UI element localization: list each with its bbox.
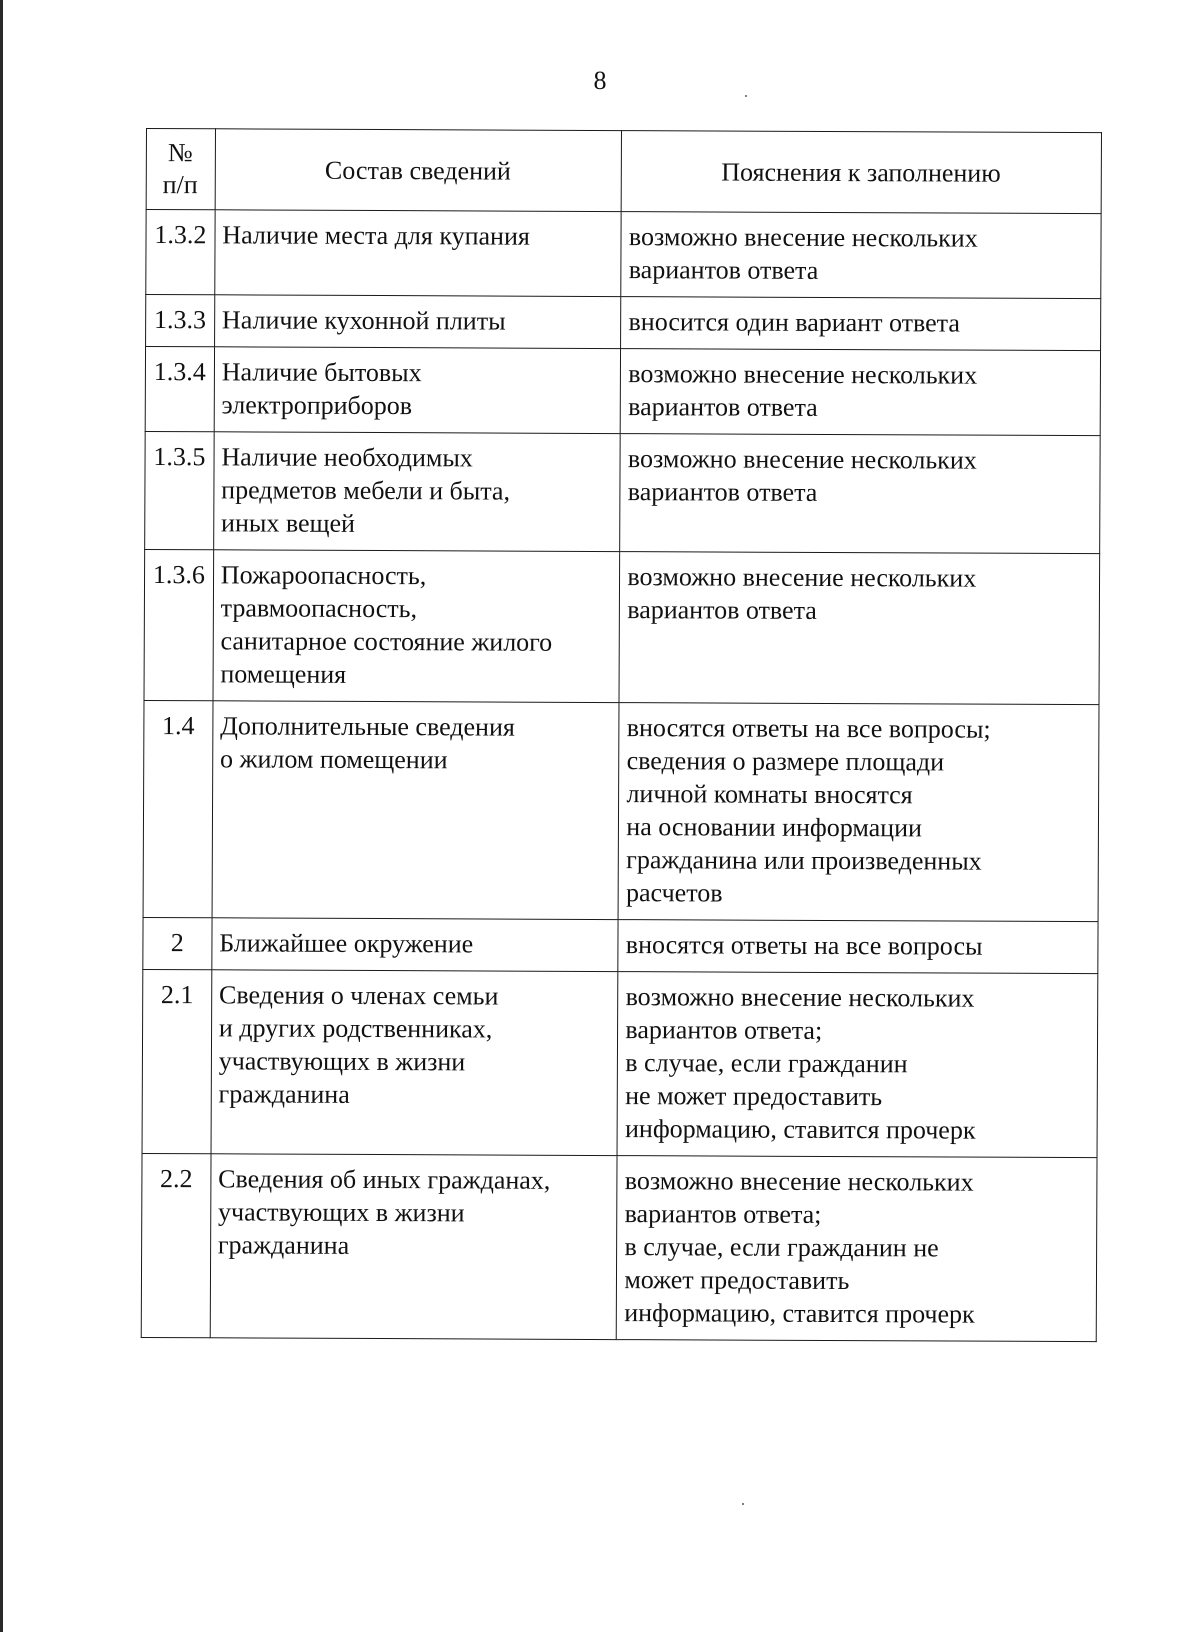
scan-speck <box>742 1503 744 1505</box>
header-composition: Состав сведений <box>215 129 622 212</box>
table-row <box>145 347 1100 436</box>
row-explanation: возможно внесение нескольких вариантов ответа <box>621 349 1101 436</box>
row-number: 1.3.6 <box>144 549 213 700</box>
table-row <box>143 917 1098 973</box>
info-composition-table <box>141 128 1102 1342</box>
row-number: 1.3.5 <box>145 431 214 549</box>
header-explanation: Пояснения к заполнению <box>622 131 1102 214</box>
row-explanation: возможно внесение нескольких вариантов ответа <box>620 434 1100 554</box>
row-composition: Наличие кухонной плиты <box>214 295 621 349</box>
row-composition: Наличие бытовых электроприборов <box>214 347 621 434</box>
row-explanation: вносятся ответы на все вопросы <box>618 920 1098 974</box>
row-number: 1.3.3 <box>146 295 215 347</box>
row-explanation: возможно внесение нескольких вариантов ответа <box>621 212 1101 299</box>
table-row <box>144 549 1100 704</box>
table-row <box>146 210 1101 299</box>
row-explanation: возможно внесение нескольких вариантов ответа; в случае, если гражданин не может предоставить информацию, ставится прочерк <box>617 972 1097 1158</box>
page-number: 8 <box>593 66 607 95</box>
table-header-row <box>146 129 1101 214</box>
row-composition: Пожароопасность, травмоопасность, санитарное состояние жилого помещения <box>213 550 620 703</box>
row-explanation: возможно внесение нескольких вариантов ответа; в случае, если гражданин не может предоставить информацию, ставится прочерк <box>617 1156 1097 1342</box>
row-composition: Ближайшее окружение <box>212 918 619 972</box>
table-row <box>142 969 1098 1157</box>
header-number: № п/п <box>146 129 215 210</box>
row-number: 1.4 <box>143 700 213 917</box>
row-composition: Наличие места для купания <box>215 210 622 297</box>
scan-left-edge <box>0 0 3 1632</box>
table-row <box>145 431 1101 553</box>
scan-speck <box>745 95 747 97</box>
row-number: 1.3.4 <box>145 347 214 432</box>
row-number: 2 <box>143 917 212 969</box>
row-number: 2.1 <box>142 969 212 1153</box>
row-explanation: вносится один вариант ответа <box>621 297 1101 351</box>
row-number: 2.2 <box>141 1153 211 1337</box>
table-row <box>141 1153 1097 1341</box>
row-composition: Дополнительные сведения о жилом помещении <box>212 701 620 920</box>
table-row <box>143 700 1099 921</box>
row-composition: Наличие необходимых предметов мебели и быта, иных вещей <box>213 432 620 552</box>
row-composition: Сведения о членах семьи и других родственниках, участвующих в жизни гражданина <box>211 970 618 1156</box>
table-row <box>146 295 1101 351</box>
row-composition: Сведения об иных гражданах, участвующих в жизни гражданина <box>210 1154 617 1340</box>
row-explanation: возможно внесение нескольких вариантов ответа <box>619 552 1099 705</box>
row-number: 1.3.2 <box>146 210 215 295</box>
row-explanation: вносятся ответы на все вопросы; сведения о размере площади личной комнаты вносятся на основании информации гражданина или произведенных расчетов <box>618 703 1099 922</box>
